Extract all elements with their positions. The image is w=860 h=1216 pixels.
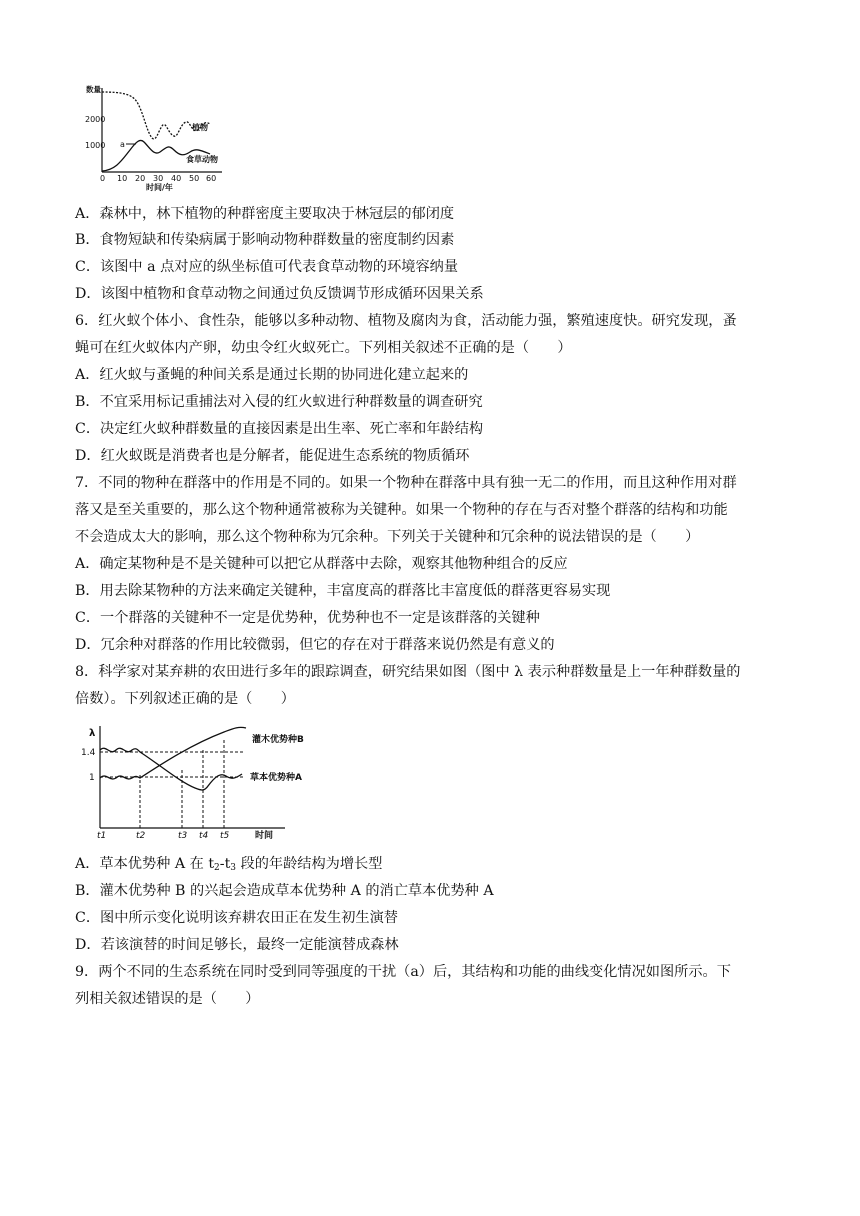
figure-population-plant-herbivore (82, 80, 232, 192)
x-axis-label: 时间/年 (146, 183, 173, 192)
q8-option-a-sub2: 3 (230, 863, 237, 873)
x-tick-t5: t5 (220, 831, 230, 841)
y-tick-1: 1 (89, 773, 95, 783)
x-tick-t4: t4 (199, 831, 209, 841)
q6-option-a: A．红火蚁与蚤蝇的种间关系是通过长期的协同进化建立起来的 (75, 367, 469, 383)
q7-option-c: C．一个群落的关键种不一定是优势种，优势种也不一定是该群落的关键种 (75, 610, 540, 626)
herb-species-a-curve (100, 748, 242, 790)
q5-option-a: A．森林中，林下植物的种群密度主要取决于林冠层的郁闭度 (75, 206, 455, 222)
shrub-species-b-label: 灌木优势种B (252, 735, 304, 745)
y-tick-2000: 2000 (85, 115, 106, 124)
q6-option-d: D．红火蚁既是消费者也是分解者，能促进生态系统的物质循环 (75, 448, 470, 464)
herb-species-a-label: 草本优势种A (250, 773, 302, 783)
q8-option-a-text2: -t (219, 856, 231, 872)
q8-stem-line1: 8．科学家对某弃耕的农田进行多年的跟踪调查，研究结果如图（图中 λ 表示种群数量是上一年种群数量的 (75, 664, 741, 680)
q7-option-d: D．冗余种对群落的作用比较微弱，但它的存在对于群落来说仍然是有意义的 (75, 637, 555, 653)
q6-option-c: C．决定红火蚁种群数量的直接因素是出生率、死亡率和年龄结构 (75, 421, 484, 437)
q7-stem-line3: 不会造成太大的影响，那么这个物种称为冗余种。下列关于关键种和冗余种的说法错误的是（ ） (75, 529, 700, 545)
x-axis-label: 时间 (255, 831, 274, 841)
x-tick-0: 0 (100, 174, 106, 183)
q8-option-a-text3: 段的年龄结构为增长型 (236, 856, 383, 872)
x-tick-t2: t2 (136, 831, 146, 841)
point-a-label: a (120, 140, 125, 149)
q8-option-d: D．若该演替的时间足够长，最终一定能演替成森林 (75, 937, 399, 953)
herbivore-label: 食草动物 (186, 155, 218, 164)
x-tick-10: 10 (117, 174, 128, 183)
x-tick-40: 40 (171, 174, 182, 183)
y-tick-1000: 1000 (85, 141, 106, 150)
q8-option-a (75, 854, 382, 878)
x-tick-50: 50 (189, 174, 200, 183)
plant-label: 植物 (192, 123, 208, 132)
q8-option-a-sub1: 2 (214, 863, 220, 873)
q5-option-c: C．该图中 a 点对应的纵坐标值可代表食草动物的环境容纳量 (75, 259, 459, 275)
q9-stem-line1: 9．两个不同的生态系统在同时受到同等强度的干扰（a）后，其结构和功能的曲线变化情况如图所示。下 (75, 964, 731, 980)
q8-option-c: C．图中所示变化说明该弃耕农田正在发生初生演替 (75, 910, 398, 926)
q7-option-a: A．确定某物种是不是关键种可以把它从群落中去除，观察其他物种组合的反应 (75, 556, 568, 572)
q6-option-b: B．不宜采用标记重捕法对入侵的红火蚁进行种群数量的调查研究 (75, 394, 483, 410)
q6-stem-line2: 蝇可在红火蚁体内产卵，幼虫令红火蚁死亡。下列相关叙述不正确的是（ ） (75, 340, 572, 356)
q8-option-b: B．灌木优势种 B 的兴起会造成草本优势种 A 的消亡草本优势种 A (75, 883, 494, 899)
q7-stem-line1: 7．不同的物种在群落中的作用是不同的。如果一个物种在群落中具有独一无二的作用，而且这种作用对群 (75, 475, 737, 491)
x-tick-t3: t3 (178, 831, 188, 841)
y-axis-label: 数量 (86, 85, 101, 94)
y-axis-label: λ (89, 728, 96, 739)
q5-option-d: D．该图中植物和食草动物之间通过负反馈调节形成循环因果关系 (75, 286, 484, 302)
lambda-chart (80, 720, 330, 845)
x-tick-30: 30 (153, 174, 164, 183)
q8-stem-line2: 倍数）。下列叙述正确的是（ ） (75, 691, 295, 707)
x-tick-20: 20 (135, 174, 146, 183)
y-tick-1-4: 1.4 (81, 748, 96, 758)
q5-option-b: B．食物短缺和传染病属于影响动物种群数量的密度制约因素 (75, 232, 455, 248)
q6-stem-line1: 6．红火蚁个体小、食性杂，能够以多种动物、植物及腐肉为食，活动能力强，繁殖速度快。研究发现，蚤 (75, 313, 737, 329)
q7-option-b: B．用去除某物种的方法来确定关键种，丰富度高的群落比丰富度低的群落更容易实现 (75, 583, 611, 599)
q9-stem-line2: 列相关叙述错误的是（ ） (75, 991, 260, 1007)
x-tick-t1: t1 (97, 831, 107, 841)
x-tick-60: 60 (206, 174, 217, 183)
figure-lambda-succession (80, 720, 330, 845)
q7-stem-line2: 落又是至关重要的，那么这个物种通常被称为关键种。如果一个物种的存在与否对整个群落的结构和功能 (75, 502, 728, 518)
q8-option-a-text1: A．草本优势种 A 在 t (75, 856, 215, 872)
population-chart (82, 80, 232, 192)
